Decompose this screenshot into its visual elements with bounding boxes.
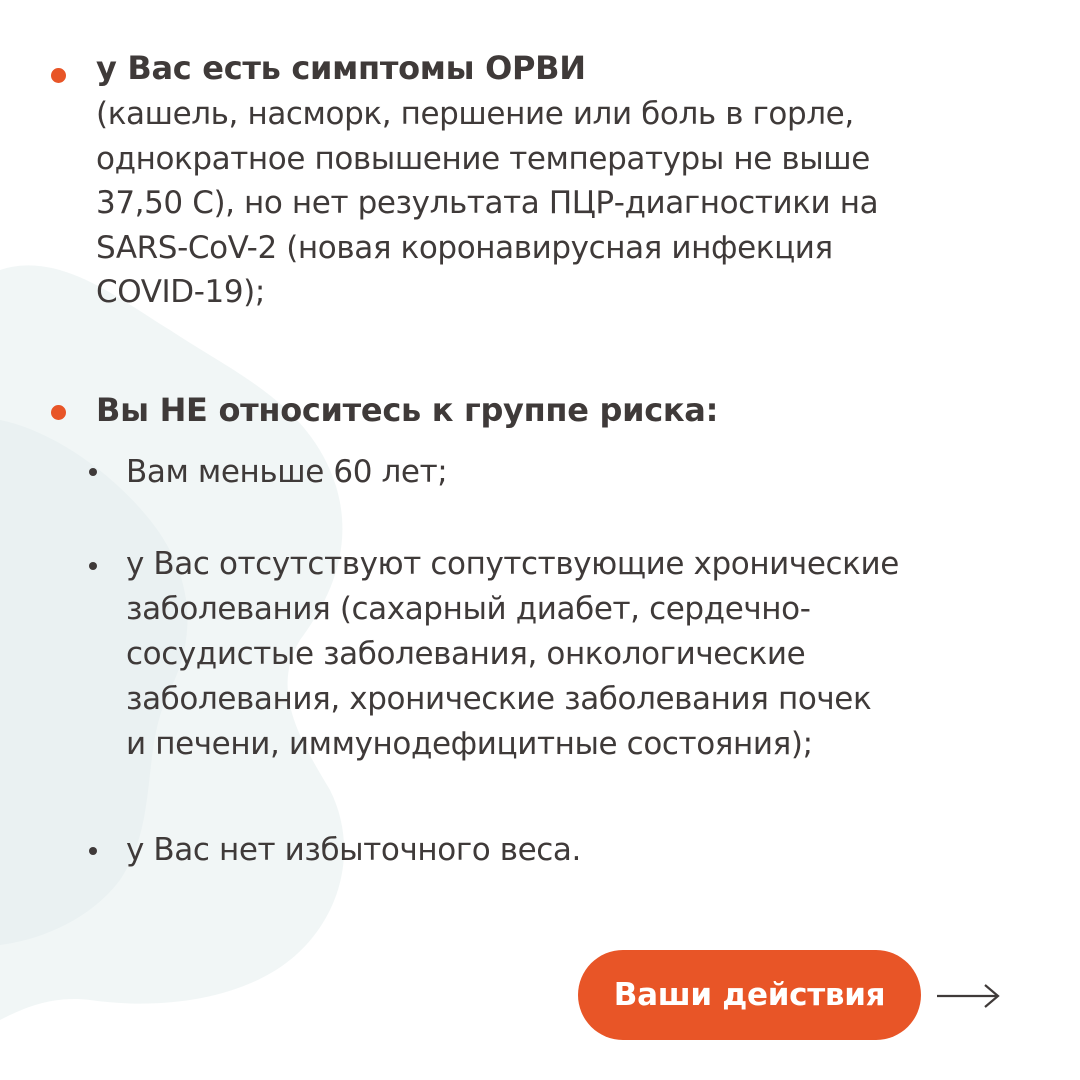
small-bullet-icon: [89, 468, 97, 476]
actions-button-label: Ваши действия: [613, 977, 886, 1013]
risk-item: у Вас нет избыточного веса.: [126, 832, 581, 868]
section2-heading: Вы НЕ относитесь к группе риска:: [96, 391, 719, 429]
risk-item: у Вас отсутствуют сопутствующие хронические заболевания (сахарный диабет, сердечно- сосудистые заболевания, онкологические заболевания, хронические заболевания почек и печени, иммунодефицитные состояния);: [126, 546, 899, 762]
actions-button[interactable]: [578, 950, 921, 1040]
small-bullet-icon: [89, 562, 97, 570]
arrow-right-icon[interactable]: [935, 981, 1001, 1011]
small-bullet-icon: [89, 847, 97, 855]
risk-item: Вам меньше 60 лет;: [126, 454, 448, 490]
orange-bullet-icon: [51, 405, 66, 420]
orange-bullet-icon: [51, 68, 66, 83]
section1-heading: у Вас есть симптомы ОРВИ: [96, 49, 586, 87]
section1-body: (кашель, насморк, першение или боль в горле, однократное повышение температуры не выше 37,50 С), но нет результата ПЦР-диагностики на SARS-CoV-2 (новая коронавирусная инфекция COVID-19);: [96, 96, 879, 310]
